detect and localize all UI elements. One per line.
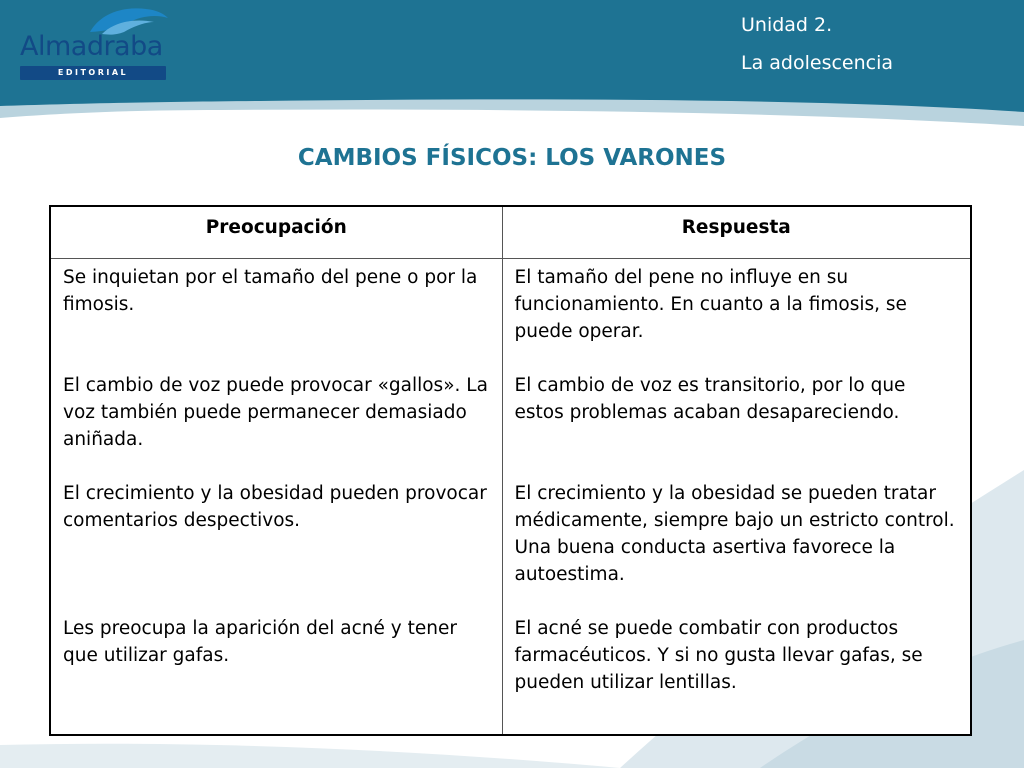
bottom-left-wave	[0, 744, 620, 768]
preocupacion-3: El crecimiento y la obesidad pueden provocar comentarios despectivos.	[63, 482, 487, 531]
respuesta-1: El tamaño del pene no influye en su funcionamiento. En cuanto a la fimosis, se puede operar.	[514, 266, 907, 342]
header-respuesta: Respuesta	[502, 206, 971, 258]
logo-subtitle: EDITORIAL	[20, 66, 166, 80]
preocupacion-4: Les preocupa la aparición del acné y tener que utilizar gafas.	[63, 617, 457, 666]
respuesta-cell	[502, 258, 971, 735]
preocupacion-2: El cambio de voz puede provocar «gallos». La voz también puede permanecer demasiado aniñada.	[63, 374, 488, 450]
content-table	[49, 205, 972, 736]
table-header-row	[50, 206, 971, 258]
preocupacion-cell	[50, 258, 502, 735]
preocupacion-1: Se inquietan por el tamaño del pene o por la fimosis.	[63, 266, 478, 315]
logo-wordmark: Almadraba	[20, 31, 163, 62]
table-row	[50, 258, 971, 735]
respuesta-3: El crecimiento y la obesidad se pueden tratar médicamente, siempre bajo un estricto control. Una buena conducta asertiva favorece la autoestima.	[514, 482, 955, 585]
respuesta-2: El cambio de voz es transitorio, por lo que estos problemas acaban desapareciendo.	[514, 374, 906, 423]
unit-number: Unidad 2.	[741, 14, 833, 36]
unit-title: La adolescencia	[741, 52, 894, 74]
header-preocupacion: Preocupación	[50, 206, 502, 258]
respuesta-4: El acné se puede combatir con productos farmacéuticos. Y si no gusta llevar gafas, se pueden utilizar lentillas.	[514, 617, 923, 693]
almadraba-logo	[18, 6, 170, 80]
slide-title: CAMBIOS FÍSICOS: LOS VARONES	[297, 145, 727, 171]
